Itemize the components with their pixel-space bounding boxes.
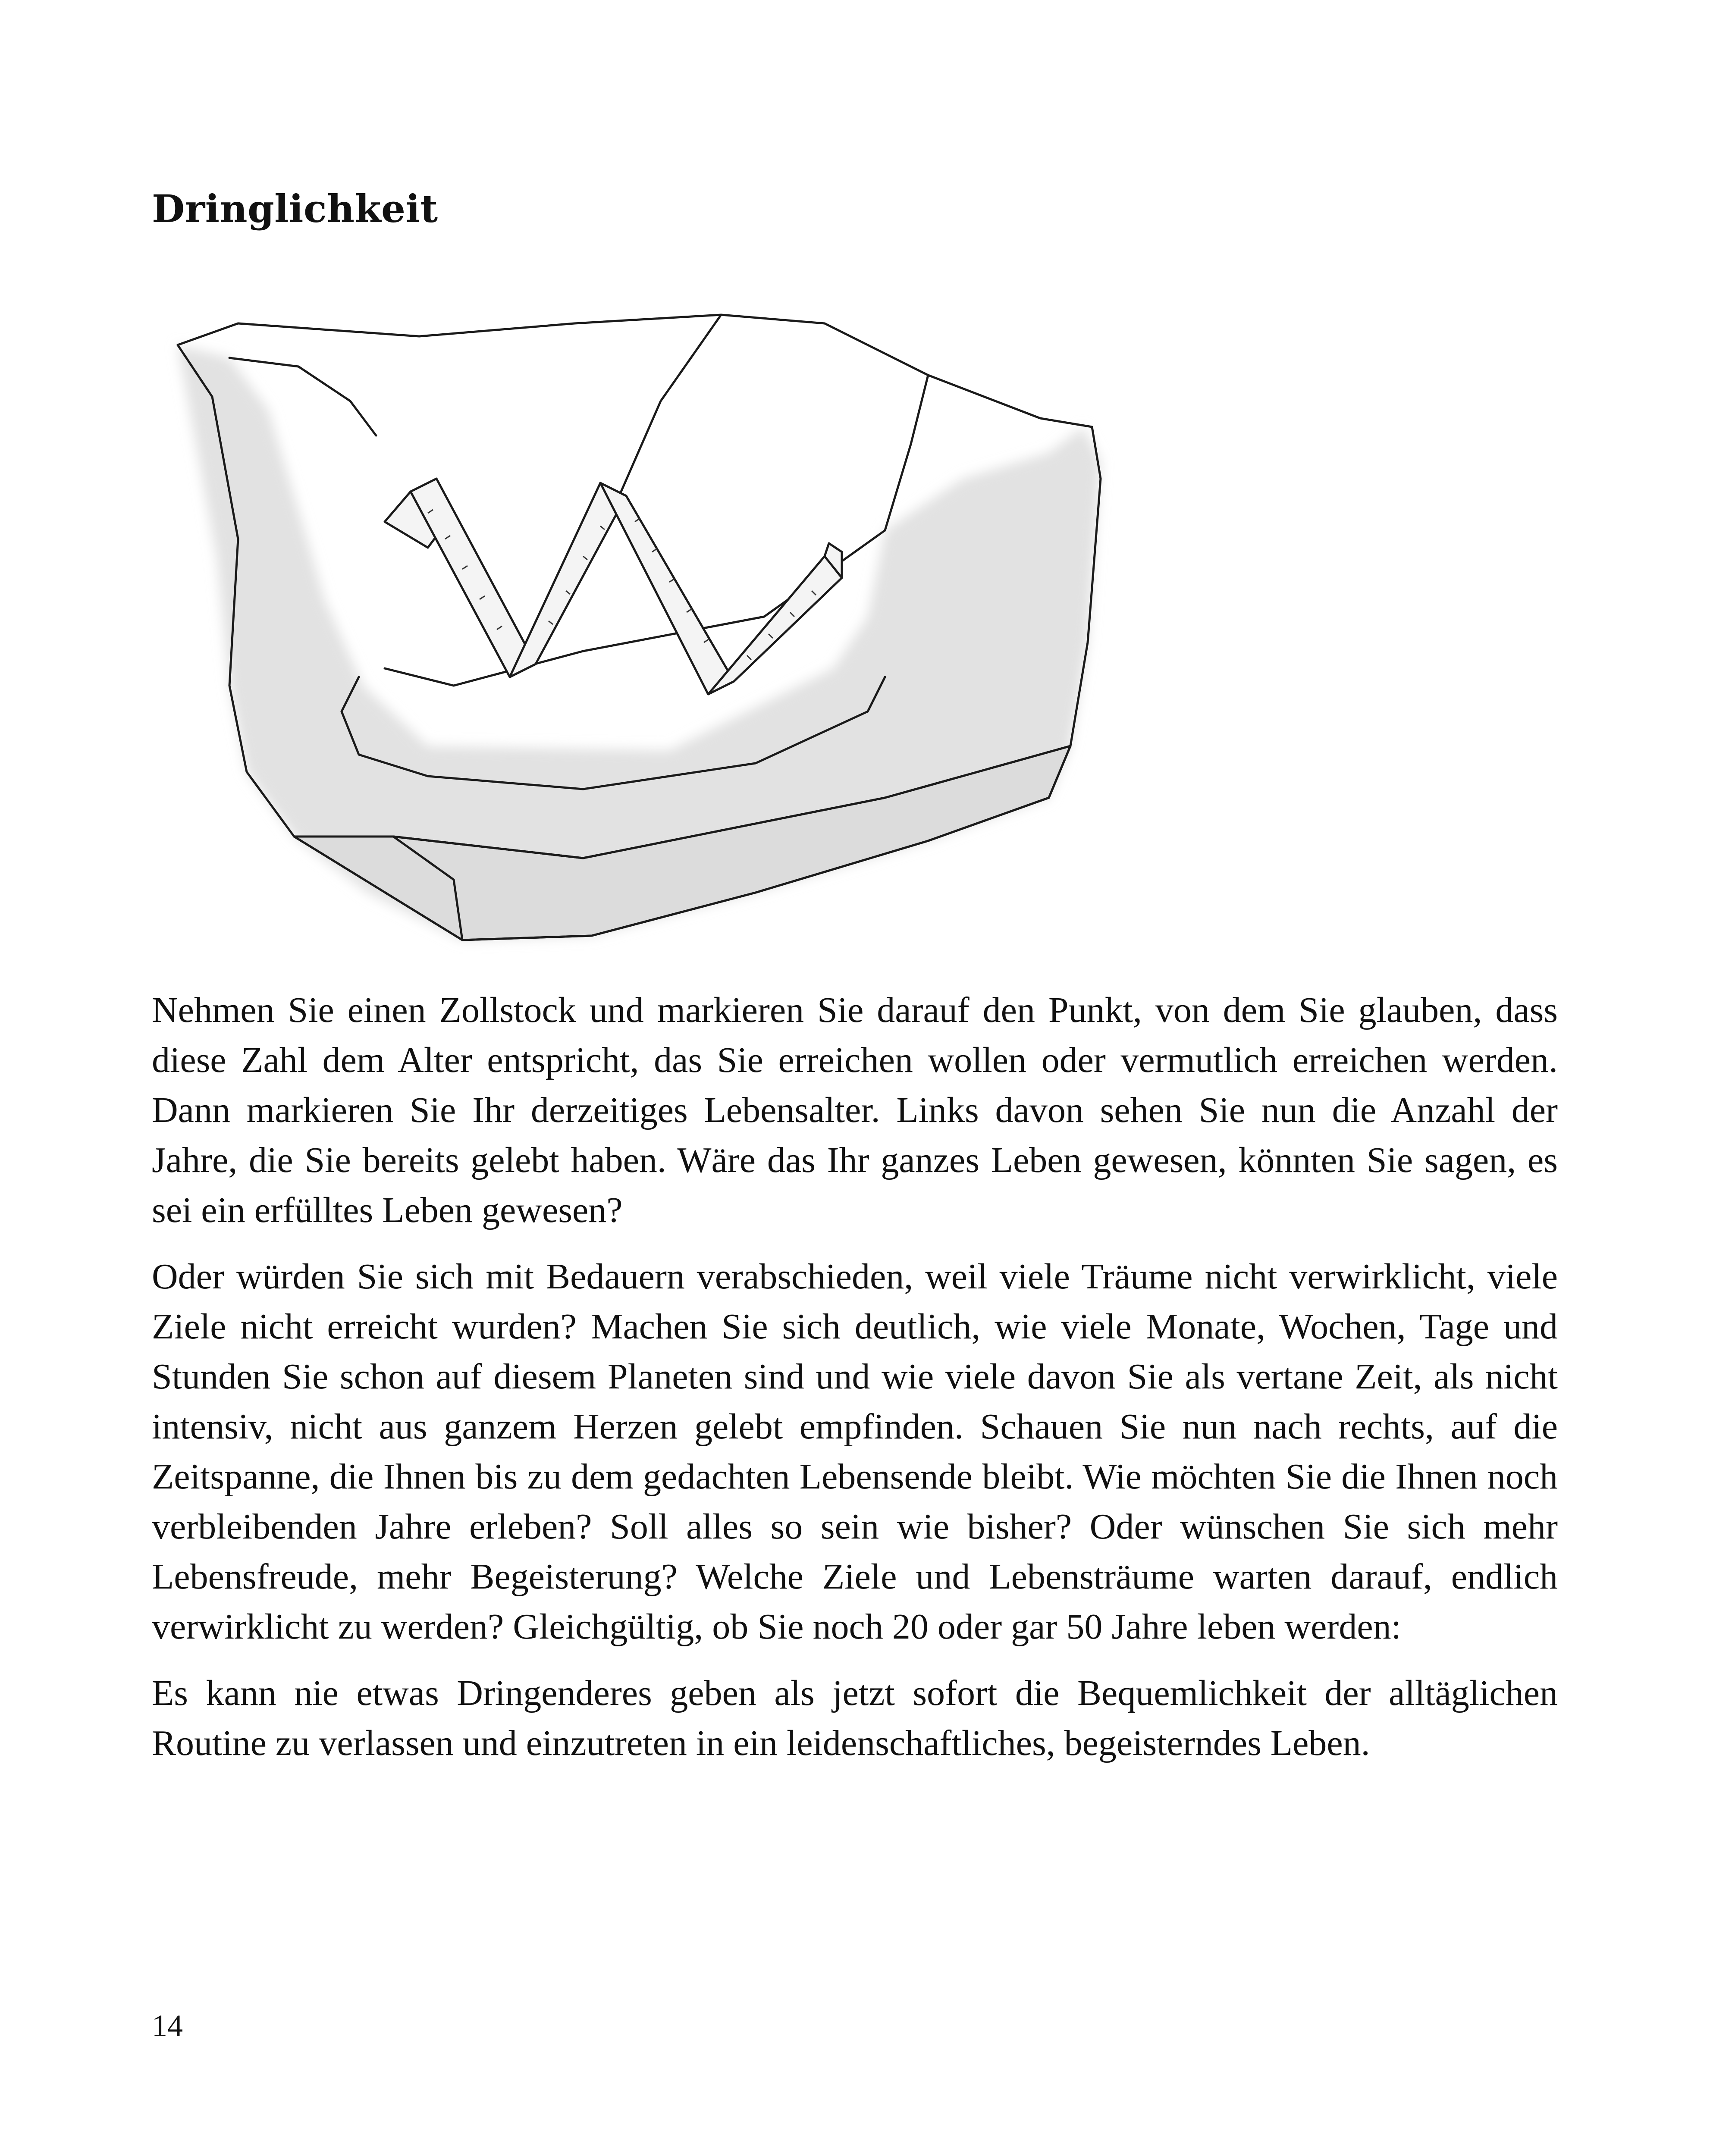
folding-ruler (385, 479, 842, 694)
page-number: 14 (152, 2009, 183, 2043)
paragraph: Nehmen Sie einen Zollstock und markieren Sie darauf den Punkt, von dem Sie glauben, dass diese Zahl dem Alter entspricht, das Sie erreichen wollen oder vermutlich erreichen werden. Dann markieren Sie Ihr derzeitiges Lebensalter. Links davon sehen Sie nun die Anzahl der Jahre, die Sie bereits gelebt haben. Wäre das Ihr ganzes Leben gewesen, könnten Sie sagen, es sei ein erfülltes Leben gewesen? (152, 990, 1558, 1230)
ruler-segment (600, 483, 734, 694)
body-text (152, 985, 1558, 1785)
ruler-segment (708, 556, 842, 694)
ruler-segment (411, 479, 536, 677)
paragraph: Oder würden Sie sich mit Bedauern verabschieden, weil viele Träume nicht verwirklicht, viele Ziele nicht erreicht wurden? Machen Sie sich deutlich, wie viele Monate, Wochen, Tage und Stunden Sie schon auf diesem Planeten sind und wie viele davon Sie als vertane Zeit, als nicht intensiv, nicht aus ganzem Herzen gelebt empfinden. Schauen Sie nun nach rechts, auf die Zeitspanne, die Ihnen bis zu dem gedachten Lebensende bleibt. Wie möchten Sie die Ihnen noch verbleibenden Jahre erleben? Soll alles so sein wie bisher? Oder wünschen Sie sich mehr Lebensfreude, mehr Begeisterung? Welche Ziele und Lebensträume warten darauf, endlich verwirklicht zu werden? Gleichgültig, ob Sie noch 20 oder gar 50 Jahre leben werden: (152, 1257, 1558, 1647)
ruler-segment (510, 483, 626, 677)
page-title: Dringlichkeit (152, 186, 438, 231)
paragraph: Es kann nie etwas Dringenderes geben als jetzt sofort die Bequemlichkeit der alltäglichen Routine zu verlassen und einzutreten in ein leidenschaftliches, begeisterndes Leben. (152, 1673, 1558, 1763)
folding-ruler-in-box-illustration (152, 298, 1178, 979)
